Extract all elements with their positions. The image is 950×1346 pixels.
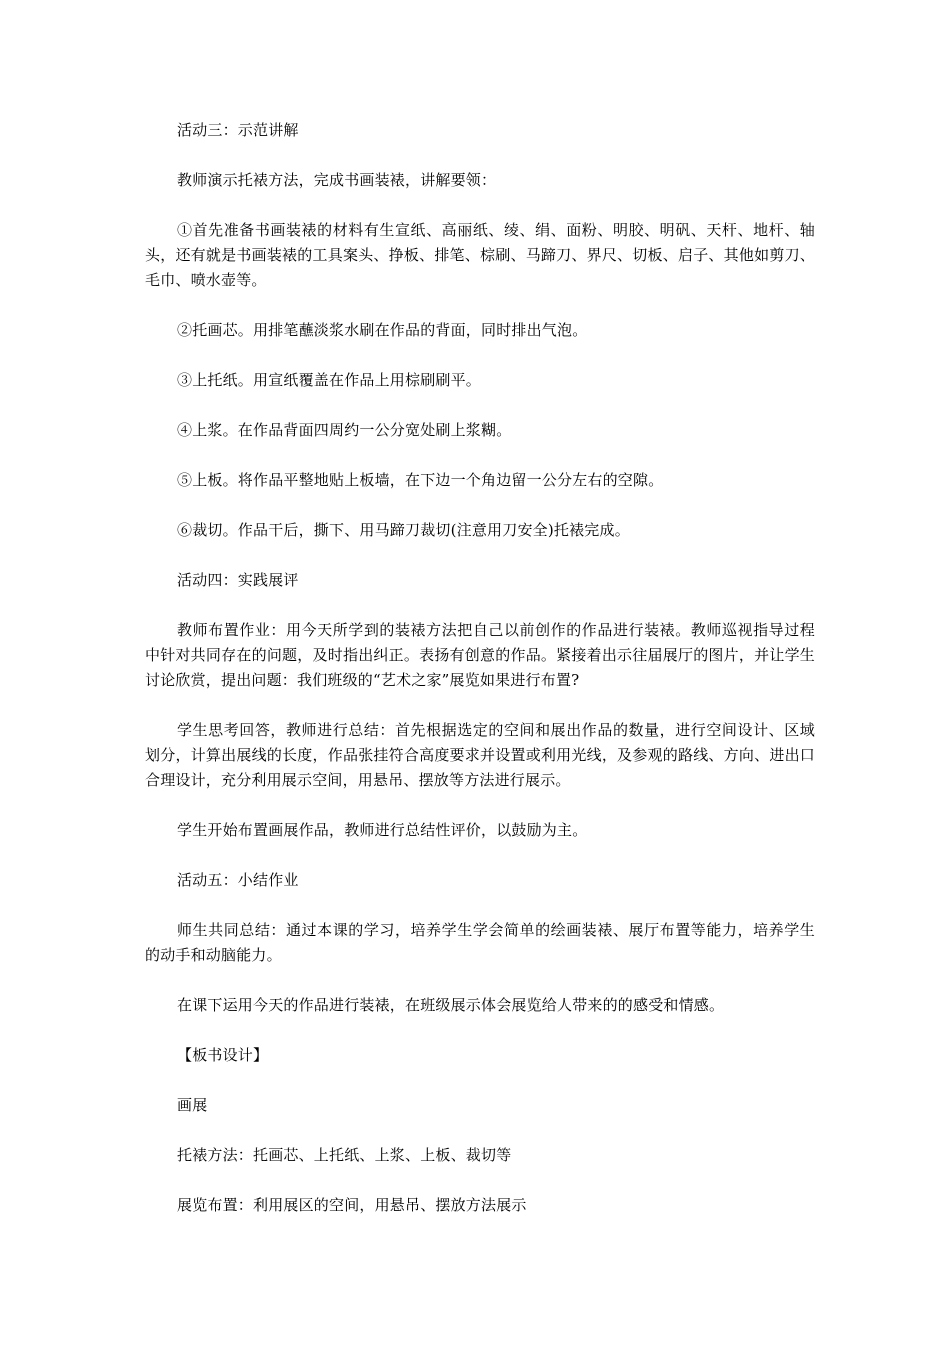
- paragraph-step-4: ④上浆。在作品背面四周约一公分宽处刷上浆糊。: [177, 421, 512, 439]
- paragraph-step-5: ⑤上板。将作品平整地贴上板墙，在下边一个角边留一公分左右的空隙。: [177, 471, 664, 489]
- paragraph-step-6: ⑥裁切。作品干后，撕下、用马蹄刀裁切(注意用刀安全)托裱完成。: [177, 521, 630, 539]
- heading-board-design: 【板书设计】: [177, 1046, 269, 1064]
- paragraph-step-1-materials: ①首先准备书画装裱的材料有生宣纸、高丽纸、绫、绢、面粉、明胶、明矾、天杆、地杆、轴头，还有就是书画装裱的工具案头、挣板、排笔、棕刷、马蹄刀、界尺、切板、启子、其他如剪刀、毛巾、喷水壶等。: [145, 221, 815, 289]
- paragraph-step-3: ③上托纸。用宣纸覆盖在作品上用棕刷刷平。: [177, 371, 482, 389]
- paragraph-student-answers: 学生思考回答，教师进行总结：首先根据选定的空间和展出作品的数量，进行空间设计、区域划分，计算出展线的长度，作品张挂符合高度要求并设置或利用光线，及参观的路线、方向、进出口合理设计，充分利用展示空间，用悬吊、摆放等方法进行展示。: [145, 721, 815, 789]
- heading-activity-4: 活动四：实践展评: [177, 571, 299, 589]
- paragraph-summary: 师生共同总结：通过本课的学习，培养学生学会简单的绘画装裱、展厅布置等能力，培养学生的动手和动脑能力。: [145, 921, 815, 964]
- paragraph-step-2: ②托画芯。用排笔蘸淡浆水刷在作品的背面，同时排出气泡。: [177, 321, 588, 339]
- heading-activity-3: 活动三：示范讲解: [177, 121, 299, 139]
- board-title: 画展: [177, 1096, 208, 1114]
- heading-activity-5: 活动五：小结作业: [177, 871, 299, 889]
- board-mounting-methods: 托裱方法：托画芯、上托纸、上浆、上板、裁切等: [177, 1146, 512, 1164]
- paragraph-after-class: 在课下运用今天的作品进行装裱，在班级展示体会展览给人带来的的感受和情感。: [177, 996, 725, 1014]
- paragraph-exhibition-setup: 学生开始布置画展作品，教师进行总结性评价，以鼓励为主。: [177, 821, 588, 839]
- board-exhibition-layout: 展览布置：利用展区的空间，用悬吊、摆放方法展示: [177, 1196, 527, 1214]
- document-page: [145, 118, 815, 1243]
- paragraph-demo-intro: 教师演示托裱方法，完成书画装裱，讲解要领：: [177, 171, 497, 189]
- paragraph-homework-assignment: 教师布置作业：用今天所学到的装裱方法把自己以前创作的作品进行装裱。教师巡视指导过程中针对共同存在的问题，及时指出纠正。表扬有创意的作品。紧接着出示往届展厅的图片，并让学生讨论欣赏，提出问题：我们班级的“艺术之家”展览如果进行布置?: [145, 621, 815, 689]
